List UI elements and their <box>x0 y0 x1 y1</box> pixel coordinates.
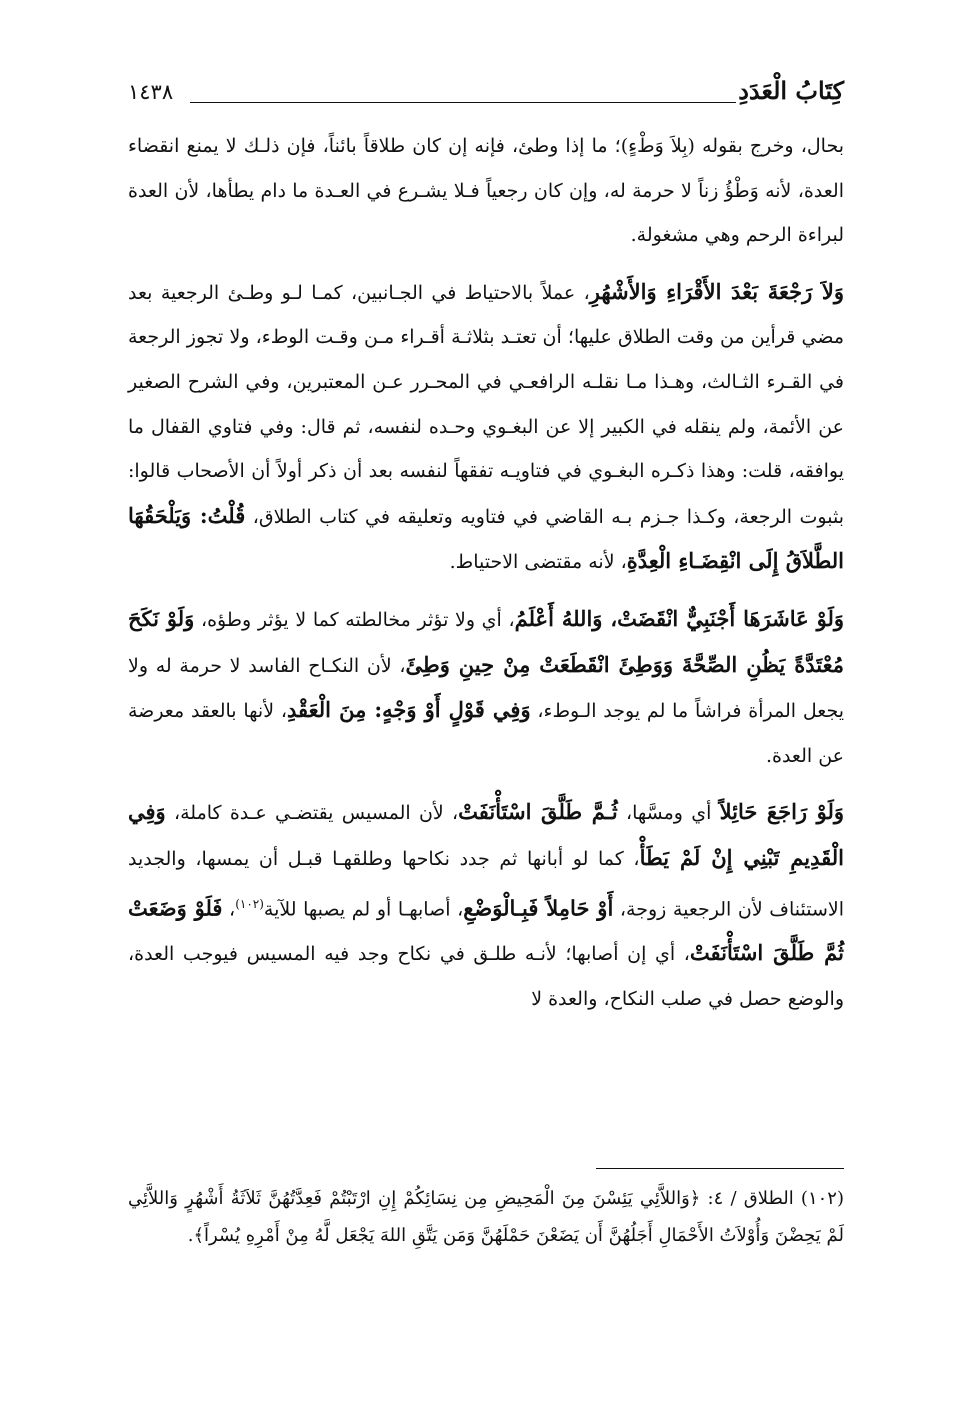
commentary-text: بحال، وخرج بقوله (بِلاَ وَطْءٍ)؛ ما إذا وطئ، فإنه إن كان طلاقاً بائناً، فإن ذلـك لا يمنع انقضاء العدة، لأنه وَطْؤُ زناً لا حرمة له، وإن كان رجعياً فـلا يشـرع في العـدة ما دام يطأها، لأن العدة لبراءة الرحم وهي مشغولة. <box>128 135 844 247</box>
running-header <box>128 72 844 112</box>
matn-text: وَفِي الْقَدِيمِ تَبْنِي إِنْ لَمْ يَطَأْ <box>128 799 844 870</box>
matn-text: وَفِي قَوْلٍ أَوْ وَجْهٍ: مِنَ الْعَقْدِ <box>287 697 531 723</box>
commentary-text: ، أصابهـا أو لم يصبها للآية <box>263 897 464 920</box>
commentary-text: ، لأنها بالعقد معرضة عن العدة. <box>128 700 844 767</box>
commentary-text: ، لأنه مقتضى الاحتياط. <box>449 551 627 574</box>
matn-text: وَلَوْ نَكَحَ مُعْتَدَّةً يَظُنِ الصِّحَّةَ وَوَطِئَ انْقَطَعَتْ مِنْ حِينِ وَطِئَ <box>128 605 844 677</box>
matn-text: وَلَوْ عَاشَرَهَا أَجْنَبِيٌّ انْقَضَتْ، وَاللهُ أَعْلَمُ <box>514 605 845 631</box>
matn-text: وَلَوْ رَاجَعَ حَائِلاً <box>719 799 844 825</box>
commentary-text: ، لأن المسيس يقتضـي عـدة كاملة، <box>165 802 459 825</box>
commentary-text: ، لأن النكـاح الفاسد لا حرمة له ولا يجعل المرأة فراشاً ما لم يوجد الـوطء، <box>128 654 844 723</box>
footnote-separator <box>596 1168 844 1169</box>
commentary-text: ، كما لو أبانها ثم جدد نكاحها وطلقهـا قبـل أن يمسها، والجديد الاستئناف لأن الرجعية زوجة، <box>128 847 845 920</box>
page-number: ١٤٣٨ <box>128 80 174 104</box>
paragraph <box>128 597 844 778</box>
paragraph <box>128 124 844 258</box>
matn-text: قُلْتُ: وَيَلْحَقُهَا الطَّلاَقُ إِلَى انْقِضَـاءِ الْعِدَّةِ <box>128 502 844 574</box>
commentary-text: ، أي ولا تؤثر مخالطته كما لا يؤثر وطؤه، <box>194 608 515 631</box>
main-text <box>128 124 844 1034</box>
commentary-text: ، عملاً بالاحتياط في الجـانبين، كمـا لـو وطـئ الرجعية بعد مضي قرأين من وقت الطلاق عليها؛ أن تعتـد بثلاثـة أقـراء مـن وقـت الوطء، ولا تجوز الرجعة في القـرء الثـالث، وهـذا مـا نقلـه الرافعـي في المحـرر عـن المعتبرين، وفي الشرح الصغير عن الأئمة، ولم ينقله في الكبير إلا عن البغـوي وحـده لنفسه، ثم قال: وفي فتاوي القفال ما يوافقه، قلت: وهذا ذكـره البغـوي في فتاويـه تفقهاً لنفسه بعد أن ذكر أولاً أن الأصحاب قالوا: بثبوت الرجعة، وكـذا جـزم بـه القاضي في فتاويه وتعليقه في كتاب الطلاق، <box>128 281 844 528</box>
paragraph <box>128 790 844 1021</box>
matn-text: أَوْ حَامِلاً فَبِـالْوَضْعِ <box>463 894 614 920</box>
header-rule <box>190 102 736 103</box>
matn-text: ثُـمَّ طَلَّقَ اسْتَأْنَفَتْ <box>458 799 618 825</box>
matn-text: وَلاَ رَجْعَةَ بَعْدَ الأَقْرَاءِ وَالأَشْهُرِ <box>589 278 844 304</box>
chapter-title: كِتَابُ الْعَدَدِ <box>738 76 844 105</box>
commentary-text: ، <box>222 897 236 920</box>
matn-text: فَلَوْ وَضَعَتْ ثُمَّ طَلَّقَ اسْتَأْنَفَتْ <box>128 894 844 966</box>
commentary-text: ، أي إن أصابها؛ لأنـه طلـق في نكاح وجد فيه المسيس فيوجب العدة، والوضع حصل في صلب النكاح، والعدة لا <box>128 943 844 1011</box>
commentary-text: أي ومسَّها، <box>617 802 720 825</box>
footnote-ref: (١٠٢) <box>235 896 264 911</box>
paragraph <box>128 270 844 585</box>
footnote: (١٠٢) الطلاق / ٤: ﴿وَاللاَّئِي يَئِسْنَ مِنَ الْمَحِيضِ مِن نِسَائِكُمْ إِنِ ارْتَبْتُمْ فَعِدَّتُهُنَّ ثَلاَثَةُ أَشْهُرٍ وَاللاَّئِي لَمْ يَحِضْنَ وَأُوْلاَتُ الأَحْمَالِ أَجَلُهُنَّ أَن يَضَعْنَ حَمْلَهُنَّ وَمَن يَتَّقِ اللهَ يَجْعَل لَّهُ مِنْ أَمْرِهِ يُسْراً﴾. <box>128 1188 844 1246</box>
